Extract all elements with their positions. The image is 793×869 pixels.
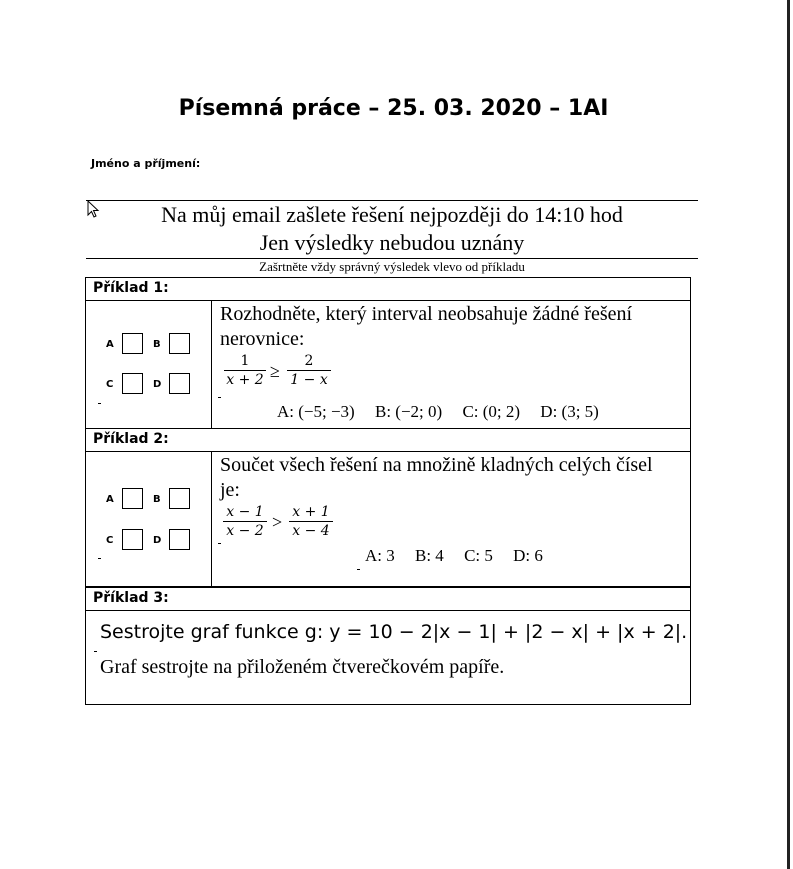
choice-c: C: 5 [464, 546, 493, 565]
relation-sign: > [272, 512, 283, 532]
choice-c: C: (0; 2) [462, 402, 521, 421]
task-1-question-cont: nerovnice: [220, 328, 305, 350]
divider-top [86, 200, 698, 201]
mark [98, 403, 101, 404]
option-a-checkbox[interactable] [122, 488, 143, 509]
task-1-choices [277, 402, 615, 422]
mark [357, 569, 360, 570]
instruction: Zašrtněte vždy správný výsledek vlevo od příkladu [259, 259, 525, 274]
notice-line-1: Na můj email zašlete řešení nejpozději do 14:10 hod [161, 202, 623, 227]
mark [218, 543, 221, 544]
choice-d: D: (3; 5) [540, 402, 599, 421]
choice-b: B: 4 [415, 546, 444, 565]
task-2-question: Součet všech řešení na množině kladných celých čísel [220, 454, 653, 476]
task-3-heading: Příklad 3: [85, 587, 691, 611]
option-c-checkbox[interactable] [122, 529, 143, 550]
task-2-choices [365, 546, 559, 566]
fraction-right: x + 1 x − 4 [289, 503, 333, 540]
choice-a: A: (−5; −3) [277, 402, 355, 421]
task-2-question-cont: je: [220, 479, 240, 501]
task-2-heading: Příklad 2: [85, 428, 691, 452]
option-a-label: A [106, 494, 114, 505]
option-b-label: B [153, 494, 161, 505]
mark [218, 397, 221, 398]
fraction-left: 1 x + 2 [224, 352, 266, 389]
task-3-note: Graf sestrojte na přiloženém čtverečkovém papíře. [100, 656, 505, 678]
option-a-checkbox[interactable] [122, 333, 143, 354]
option-d-label: D [153, 379, 162, 390]
option-c-checkbox[interactable] [122, 373, 143, 394]
option-b-label: B [153, 339, 161, 350]
name-label: Jméno a příjmení: [91, 157, 201, 170]
page-edge [787, 0, 790, 869]
fraction-right: 2 1 − x [287, 352, 331, 389]
option-b-checkbox[interactable] [169, 333, 190, 354]
notice-line-2: Jen výsledky nebudou uznány [259, 230, 525, 255]
option-d-label: D [153, 535, 162, 546]
page-title: Písemná práce – 25. 03. 2020 – 1AI [178, 96, 609, 121]
task-1-heading: Příklad 1: [85, 277, 691, 301]
fraction-left: x − 1 x − 2 [223, 503, 267, 540]
task-1-question: Rozhodněte, který interval neobsahuje žádné řešení [220, 303, 633, 325]
relation-sign: ≥ [270, 361, 280, 381]
option-c-label: C [106, 535, 114, 546]
option-b-checkbox[interactable] [169, 488, 190, 509]
choice-a: A: 3 [365, 546, 395, 565]
choice-d: D: 6 [513, 546, 543, 565]
task-1-answer-cell [85, 300, 212, 429]
task-2-answer-cell [85, 451, 212, 587]
task-3-instruction: Sestrojte graf funkce g: y = 10 − 2|x − 1| + |2 − x| + |x + 2|. [100, 621, 688, 643]
option-d-checkbox[interactable] [169, 529, 190, 550]
mark [98, 558, 101, 559]
option-c-label: C [106, 379, 114, 390]
option-d-checkbox[interactable] [169, 373, 190, 394]
option-a-label: A [106, 339, 114, 350]
mark [94, 651, 97, 652]
choice-b: B: (−2; 0) [374, 402, 443, 421]
